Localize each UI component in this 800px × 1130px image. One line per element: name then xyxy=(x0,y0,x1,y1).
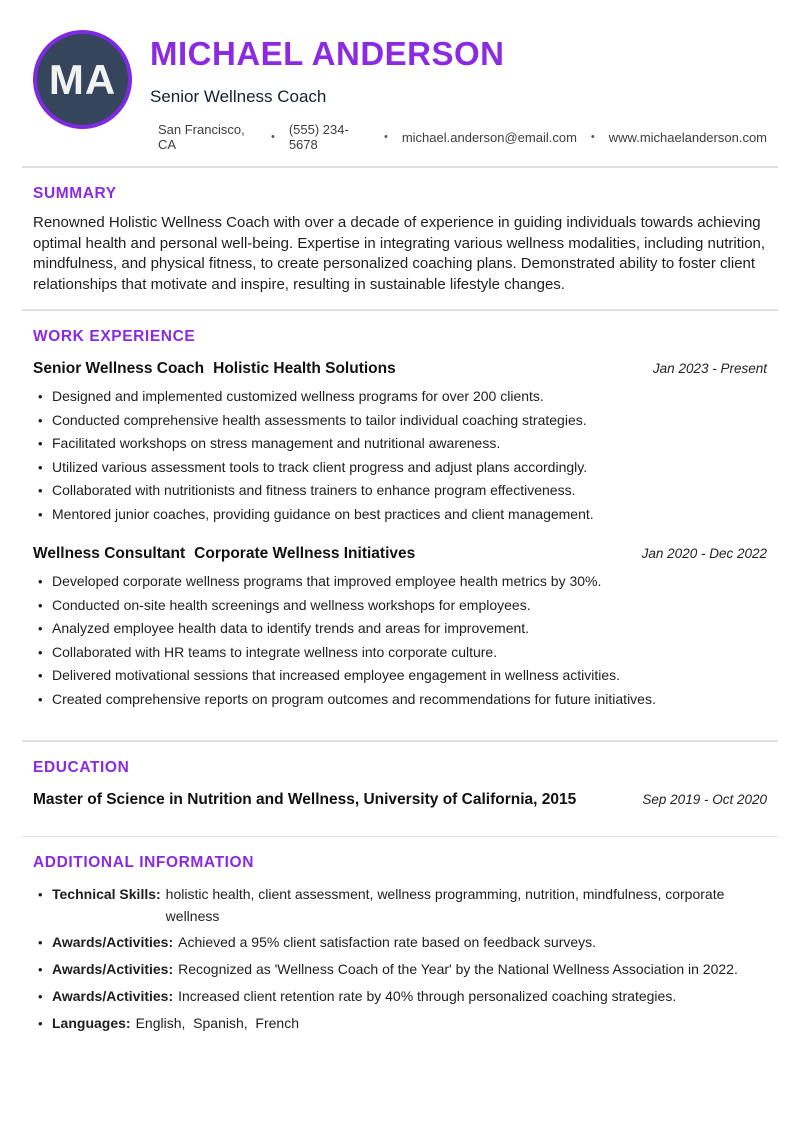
bullet-dot-icon: • xyxy=(38,483,43,498)
resume-header xyxy=(33,30,767,152)
list-item xyxy=(33,479,767,503)
job-company: Holistic Health Solutions xyxy=(213,360,396,377)
list-item xyxy=(33,985,767,1008)
bullet-dot-icon: • xyxy=(38,691,43,707)
bullet-text: Conducted comprehensive health assessments to tailor individual coaching strategies. xyxy=(52,411,587,428)
bullet-dot-icon: • xyxy=(38,1016,43,1031)
bullet-text: Designed and implemented customized wellness programs for over 200 clients. xyxy=(52,388,544,404)
bullet-dot-icon: • xyxy=(38,644,43,660)
bullet-text: Utilized various assessment tools to track client progress and adjust plans accordingly. xyxy=(52,458,588,475)
list-item xyxy=(33,385,767,409)
job-dates: Jan 2023 - Present xyxy=(652,361,767,376)
info-label: Technical Skills: xyxy=(52,886,161,902)
bullet-text: Created comprehensive reports on program outcomes and recommendations for future initiatives. xyxy=(52,690,656,707)
bullet-dot-icon: • xyxy=(38,887,43,902)
additional-information-heading: ADDITIONAL INFORMATION xyxy=(33,854,254,871)
bullet-dot-icon: • xyxy=(38,412,43,428)
separator-dot: • xyxy=(383,131,388,143)
job-title: Senior Wellness Coach xyxy=(33,360,205,377)
list-item xyxy=(33,641,767,665)
list-item xyxy=(33,1012,767,1035)
avatar-initials: MA xyxy=(48,55,117,103)
section-divider xyxy=(22,836,778,837)
info-text: Increased client retention rate by 40% through personalized coaching strategies. xyxy=(178,988,677,1004)
bullet-dot-icon: • xyxy=(38,989,43,1004)
job-title-line xyxy=(33,360,396,378)
info-text: Achieved a 95% client satisfaction rate based on feedback surveys. xyxy=(178,934,597,950)
bullet-dot-icon: • xyxy=(38,506,43,522)
bullet-dot-icon: • xyxy=(38,935,43,950)
bullet-text: Developed corporate wellness programs that improved employee health metrics by 30%. xyxy=(52,573,602,589)
bullet-dot-icon: • xyxy=(38,436,43,451)
bullet-text: Conducted on-site health screenings and wellness workshops for employees. xyxy=(52,596,531,613)
header-identity xyxy=(150,30,767,152)
job-entry-head xyxy=(33,545,767,563)
list-item xyxy=(33,931,767,954)
separator-dot: • xyxy=(590,131,595,143)
list-item xyxy=(33,456,767,480)
bullet-text: Analyzed employee health data to identify trends and areas for improvement. xyxy=(52,620,530,636)
bullet-dot-icon: • xyxy=(38,668,43,683)
info-text: English, Spanish, French xyxy=(135,1015,299,1031)
bullet-text: Mentored junior coaches, providing guidance on best practices and client management. xyxy=(52,505,594,522)
bullet-dot-icon: • xyxy=(38,597,43,613)
list-item xyxy=(33,594,767,618)
section-divider xyxy=(22,166,778,168)
info-label: Awards/Activities: xyxy=(52,961,174,977)
list-item xyxy=(33,664,767,688)
contact-location: San Francisco, CA xyxy=(158,122,245,152)
candidate-title: Senior Wellness Coach xyxy=(150,87,327,106)
bullet-dot-icon: • xyxy=(38,962,43,977)
job-company: Corporate Wellness Initiatives xyxy=(194,545,416,562)
education-degree: Master of Science in Nutrition and Wellness, University of California, 2015 xyxy=(33,791,577,808)
bullet-text: Facilitated workshops on stress management and nutritional awareness. xyxy=(52,435,501,451)
education-heading: EDUCATION xyxy=(33,759,130,776)
info-text: holistic health, client assessment, wellness programming, nutrition, mindfulness, corporate wellness xyxy=(165,886,729,924)
list-item xyxy=(33,432,767,456)
info-label: Awards/Activities: xyxy=(52,988,174,1004)
job-entry xyxy=(33,545,767,711)
job-title-line xyxy=(33,545,415,563)
summary-heading: SUMMARY xyxy=(33,185,117,202)
list-item xyxy=(33,409,767,433)
list-item xyxy=(33,883,767,927)
additional-info-list xyxy=(33,883,767,1035)
separator-dot: • xyxy=(270,131,275,143)
candidate-name: MICHAEL ANDERSON xyxy=(150,35,505,72)
section-divider xyxy=(22,309,778,311)
bullet-dot-icon: • xyxy=(38,459,43,475)
info-text: Recognized as 'Wellness Coach of the Year' by the National Wellness Association in 2022. xyxy=(178,961,738,977)
job-entry xyxy=(33,360,767,526)
info-label: Languages: xyxy=(52,1015,131,1031)
work-experience-heading: WORK EXPERIENCE xyxy=(33,328,196,345)
list-item xyxy=(33,688,767,712)
list-item xyxy=(33,503,767,527)
avatar xyxy=(33,30,132,129)
education-entry xyxy=(33,791,767,809)
job-entry-head xyxy=(33,360,767,378)
info-label: Awards/Activities: xyxy=(52,934,174,950)
contact-row xyxy=(158,122,767,152)
contact-website: www.michaelanderson.com xyxy=(608,129,767,145)
bullet-dot-icon: • xyxy=(38,621,43,636)
bullet-text: Delivered motivational sessions that increased employee engagement in wellness activities. xyxy=(52,667,621,683)
contact-phone: (555) 234-5678 xyxy=(288,122,349,152)
contact-email: michael.anderson@email.com xyxy=(401,129,577,145)
bullet-dot-icon: • xyxy=(38,574,43,589)
job-bullet-list xyxy=(33,385,767,526)
bullet-dot-icon: • xyxy=(38,389,43,404)
bullet-text: Collaborated with HR teams to integrate wellness into corporate culture. xyxy=(52,643,498,660)
section-divider xyxy=(22,740,778,742)
job-bullet-list xyxy=(33,570,767,711)
job-title: Wellness Consultant xyxy=(33,545,186,562)
education-dates: Sep 2019 - Oct 2020 xyxy=(642,792,767,807)
list-item xyxy=(33,570,767,594)
bullet-text: Collaborated with nutritionists and fitness trainers to enhance program effectiveness. xyxy=(52,482,576,498)
summary-text: Renowned Holistic Wellness Coach with over a decade of experience in guiding individuals towards achieving optimal health and personal well-being. Expertise in integrating various wellness modalities, including nutrition, mindfulness, and physical fitness, to create personalized coaching plans. Demonstrated ability to foster client relationships that motivate and inspire, resulting in sustainable lifestyle changes. xyxy=(33,214,766,293)
job-dates: Jan 2020 - Dec 2022 xyxy=(641,546,767,561)
list-item xyxy=(33,617,767,641)
list-item xyxy=(33,958,767,981)
